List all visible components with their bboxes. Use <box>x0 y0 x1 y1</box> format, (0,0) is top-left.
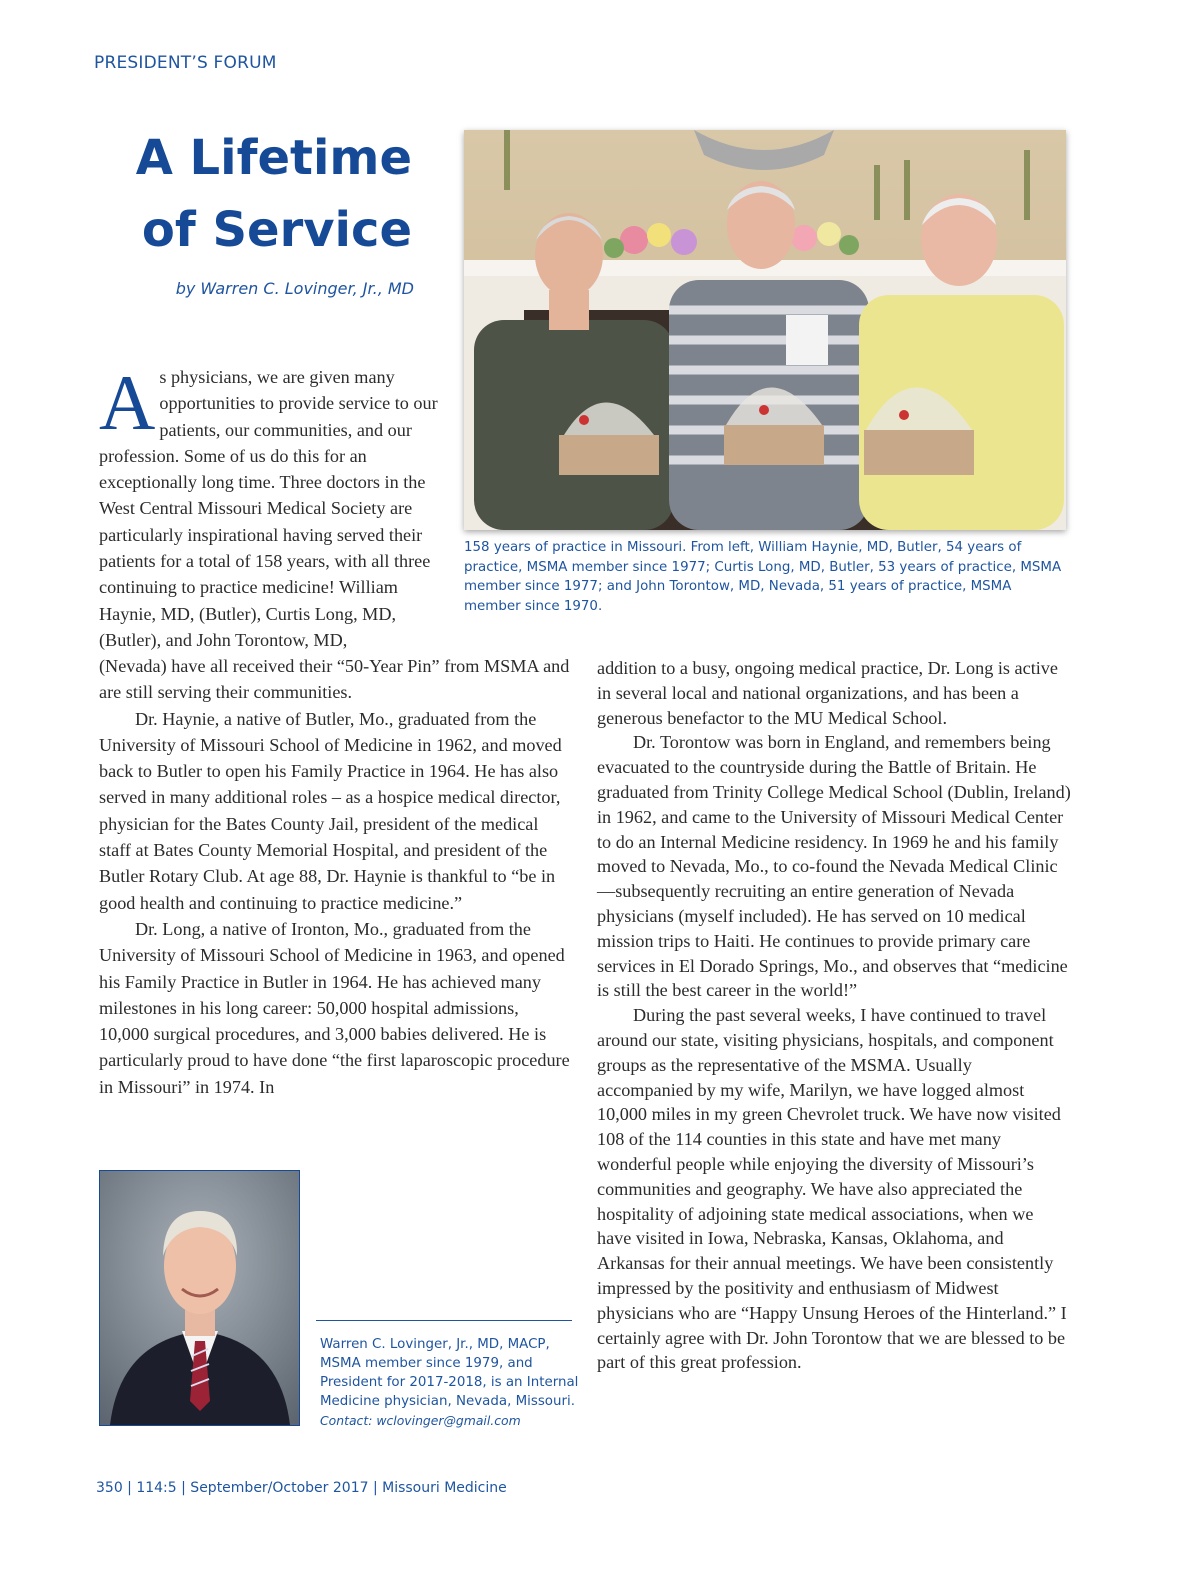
paragraph-haynie: Dr. Haynie, a native of Butler, Mo., graduated from the University of Missouri School of Medicine in 1962, and moved back to Butler to open his Family Practice in 1964. He has also served in many additional roles – as a hospice medical director, physician for the Bates County Jail, president of the medical staff at Bates County Memorial Hospital, and president of the Butler Rotary Club. At age 88, Dr. Haynie is thankful to “be in good health and continuing to practice medicine.” <box>99 708 562 913</box>
article-title <box>120 122 412 266</box>
paragraph-torontow: Dr. Torontow was born in England, and remembers being evacuated to the countryside during the Battle of Britain. He graduated from Trinity College Medical School (Dublin, Ireland) in 1962, and came to the University of Missouri Medical Center to do an Internal Medicine residency. In 1969 he and his family moved to Nevada, Mo., to co-found the Nevada Medical Clinic—subsequently recruiting an entire generation of Nevada physicians (myself included). He has served on 10 medical mission trips to Haiti. He continues to provide primary care services in El Dorado Springs, Mo., and observes that “medicine is still the best career in the world!” <box>597 732 1071 1001</box>
paragraph-travels: During the past several weeks, I have continued to travel around our state, visiting physicians, hospitals, and component groups as the representative of the MSMA. Usually accompanied by my wife, Marilyn, we have logged almost 10,000 miles in my green Chevrolet truck. We have now visited 108 of the 114 counties in this state and have met many wonderful people while enjoying the diversity of Missouri’s communities and geography. We have also appreciated the hospitality of adjoining state medical associations, when we have visited in Iowa, Nebraska, Kansas, Oklahoma, and Arkansas for their annual meetings. We have been consistently impressed by the positivity and enthusiasm of Midwest physicians who are “Happy Unsung Heroes of the Hinterland.” I certainly agree with Dr. John Torontow that we are blessed to be part of this great profession. <box>597 1005 1067 1373</box>
page-footer: 350 | 114:5 | September/October 2017 | Missouri Medicine <box>96 1480 507 1496</box>
section-label: PRESIDENT’S FORUM <box>94 53 277 73</box>
author-divider <box>316 1320 572 1321</box>
drop-cap: A <box>99 359 156 446</box>
intro-paragraph <box>99 359 449 653</box>
group-photo <box>464 130 1066 530</box>
intro-text: s physicians, we are given many opportunities to provide service to our patients, our communities, and our profession. Some of us do this for an exceptionally long time. Three doctors in the West Central Missouri Medical Society are particularly inspirational having served their patients for a total of 158 years, with all three continuing to practice medicine! William Haynie, MD, (Butler), Curtis Long, MD, (Butler), and John Torontow, MD, <box>99 367 438 650</box>
paragraph-long: Dr. Long, a native of Ironton, Mo., graduated from the University of Missouri School of Medicine in 1963, and opened his Family Practice in Butler in 1964. He has achieved many milestones in his long career: 50,000 hospital admissions, 10,000 surgical procedures, and 3,000 babies delivered. He is particularly proud to have done “the first laparoscopic procedure in Missouri” in 1974. In <box>99 918 570 1097</box>
title-line-2: of Service <box>141 202 412 258</box>
photo-caption: 158 years of practice in Missouri. From left, William Haynie, MD, Butler, 54 years of practice, MSMA member since 1977; Curtis Long, MD, Butler, 53 years of practice, MSMA member since 1977; and John Torontow, MD, Nevada, 51 years of practice, MSMA member since 1970. <box>464 540 1062 614</box>
body-column-left <box>99 653 571 1100</box>
author-bio <box>320 1335 580 1430</box>
body-column-right <box>597 656 1072 1375</box>
author-portrait <box>99 1170 300 1426</box>
byline: by Warren C. Lovinger, Jr., MD <box>175 279 414 298</box>
paragraph-long-cont: addition to a busy, ongoing medical practice, Dr. Long is active in several local and national organizations, and has been a generous benefactor to the MU Medical School. <box>597 658 1058 728</box>
author-bio-text: Warren C. Lovinger, Jr., MD, MACP, MSMA member since 1979, and President for 2017-2018, is an Internal Medicine physician, Nevada, Missouri. <box>320 1337 579 1409</box>
intro-text-end: (Nevada) have all received their “50-Year Pin” from MSMA and are still serving their communities. <box>99 656 570 703</box>
author-contact: Contact: wclovinger@gmail.com <box>320 1413 521 1428</box>
title-line-1: A Lifetime <box>135 130 412 186</box>
